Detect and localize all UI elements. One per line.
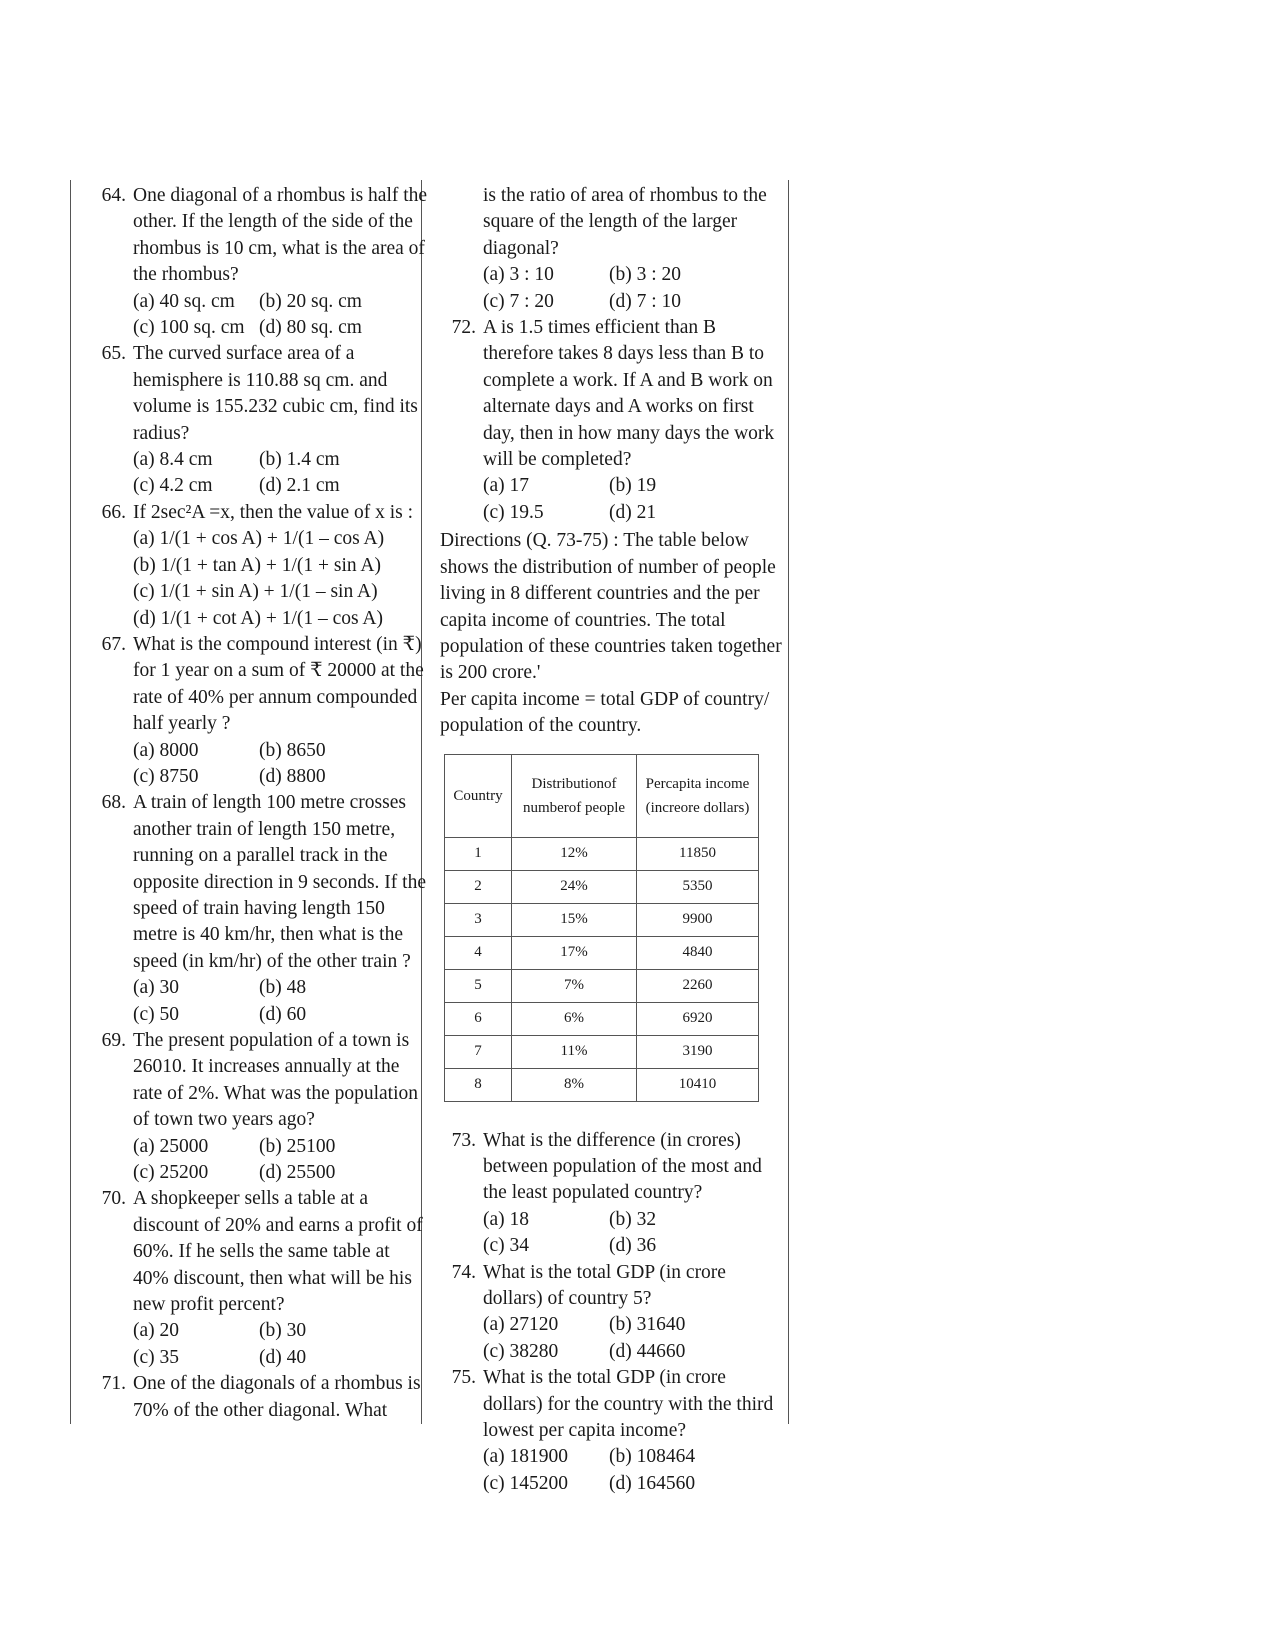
option-d: (d) 164560 xyxy=(609,1472,696,1494)
cell-income: 2260 xyxy=(637,969,759,1002)
option-b: (b) 32 xyxy=(609,1208,657,1230)
options xyxy=(483,1444,790,1497)
option-d: (d) 21 xyxy=(609,501,657,523)
question-75 xyxy=(440,1365,790,1497)
options xyxy=(133,1134,428,1187)
option-c: (c) 7 : 20 xyxy=(483,290,554,312)
option-b: (b) 20 sq. cm xyxy=(259,290,362,312)
option-b: (b) 1.4 cm xyxy=(259,449,340,471)
option-c: (c) 34 xyxy=(483,1235,530,1257)
question-74 xyxy=(440,1260,790,1366)
question-69 xyxy=(90,1028,428,1186)
cell-income: 5350 xyxy=(637,870,759,903)
options xyxy=(133,526,428,632)
cell-country: 7 xyxy=(445,1035,512,1068)
table-row xyxy=(445,1002,759,1035)
option-c: (c) 35 xyxy=(133,1346,180,1368)
options xyxy=(133,738,428,791)
option-a: (a) 1/(1 + cos A) + 1/(1 – cos A) xyxy=(133,528,385,550)
option-a: (a) 181900 xyxy=(483,1446,569,1468)
option-a: (a) 27120 xyxy=(483,1314,559,1336)
option-b: (b) 31640 xyxy=(609,1314,686,1336)
options xyxy=(133,289,428,342)
left-column xyxy=(90,183,428,1424)
option-c: (c) 25200 xyxy=(133,1162,209,1184)
options xyxy=(133,975,428,1028)
table-row xyxy=(445,936,759,969)
table-header-row xyxy=(445,754,759,837)
options xyxy=(483,1207,790,1260)
per-capita-formula: Per capita income = total GDP of country/ population of the country. xyxy=(440,688,770,737)
question-text: One diagonal of a rhombus is half the other. If the length of the side of the rhombus is 10 cm, what is the area of the rhombus? xyxy=(133,185,428,286)
question-text: What is the total GDP (in crore dollars) of country 5? xyxy=(483,1261,726,1309)
table-row xyxy=(445,1035,759,1068)
option-c: (c) 38280 xyxy=(483,1340,559,1362)
question-number: 64. xyxy=(101,185,126,206)
question-number: 74. xyxy=(451,1261,476,1283)
option-b: (b) 25100 xyxy=(259,1135,336,1157)
question-68 xyxy=(90,790,428,1028)
header-distribution: Distributionof numberof people xyxy=(512,754,637,837)
option-b: (b) 19 xyxy=(609,475,657,497)
question-number: 67. xyxy=(101,633,126,655)
left-column-rule xyxy=(70,180,71,1424)
option-a: (a) 3 : 10 xyxy=(483,264,554,286)
header-per-capita-income: Percapita income (increore dollars) xyxy=(637,754,759,837)
cell-income: 9900 xyxy=(637,903,759,936)
question-number: 65. xyxy=(101,343,126,365)
option-c: (c) 1/(1 + sin A) + 1/(1 – sin A) xyxy=(133,581,378,603)
cell-distribution: 12% xyxy=(512,837,637,870)
question-number: 71. xyxy=(101,1373,126,1395)
cell-income: 6920 xyxy=(637,1002,759,1035)
question-71 xyxy=(90,1371,428,1424)
cell-income: 3190 xyxy=(637,1035,759,1068)
right-column xyxy=(440,183,790,1497)
question-text: The present population of a town is 26010. It increases annually at the rate of 2%. What was the population of town two years ago? xyxy=(133,1030,419,1131)
cell-country: 8 xyxy=(445,1068,512,1101)
option-a: (a) 20 xyxy=(133,1320,180,1342)
option-c: (c) 50 xyxy=(133,1003,180,1025)
question-number: 70. xyxy=(101,1188,126,1210)
cell-country: 1 xyxy=(445,837,512,870)
cell-income: 10410 xyxy=(637,1068,759,1101)
options xyxy=(483,262,790,315)
question-number: 66. xyxy=(101,501,126,523)
header-country: Country xyxy=(445,754,512,837)
option-a: (a) 8000 xyxy=(133,739,199,761)
table-row xyxy=(445,903,759,936)
option-b: (b) 1/(1 + tan A) + 1/(1 + sin A) xyxy=(133,554,382,576)
cell-country: 6 xyxy=(445,1002,512,1035)
question-number: 68. xyxy=(101,792,126,814)
table-row xyxy=(445,1068,759,1101)
cell-income: 4840 xyxy=(637,936,759,969)
question-66 xyxy=(90,500,428,632)
option-d: (d) 36 xyxy=(609,1235,657,1257)
cell-distribution: 15% xyxy=(512,903,637,936)
option-d: (d) 40 xyxy=(259,1346,307,1368)
option-b: (b) 30 xyxy=(259,1320,307,1342)
question-text: A shopkeeper sells a table at a discount of 20% and earns a profit of 60%. If he sells the same table at 40% discount, then what will be his new profit percent? xyxy=(133,1188,423,1316)
question-text: What is the compound interest (in ₹) for 1 year on a sum of ₹ 20000 at the rate of 40% per annum compounded half yearly ? xyxy=(133,633,424,735)
option-c: (c) 4.2 cm xyxy=(133,475,213,497)
option-d: (d) 7 : 10 xyxy=(609,290,682,312)
option-b: (b) 48 xyxy=(259,977,307,999)
country-data-table xyxy=(444,754,759,1102)
cell-country: 2 xyxy=(445,870,512,903)
options xyxy=(133,447,428,500)
option-a: (a) 17 xyxy=(483,475,530,497)
option-d: (d) 1/(1 + cot A) + 1/(1 – cos A) xyxy=(133,607,383,629)
table-row xyxy=(445,969,759,1002)
question-67 xyxy=(90,632,428,790)
options xyxy=(133,1318,428,1371)
question-70 xyxy=(90,1186,428,1371)
options xyxy=(483,473,790,526)
question-text: The curved surface area of a hemisphere is 110.88 sq cm. and volume is 155.232 cubic cm, find its radius? xyxy=(133,343,418,444)
option-c: (c) 145200 xyxy=(483,1472,569,1494)
option-a: (a) 30 xyxy=(133,977,180,999)
question-72 xyxy=(440,315,790,526)
question-64 xyxy=(90,183,428,341)
option-a: (a) 25000 xyxy=(133,1135,209,1157)
directions-text: Directions (Q. 73-75) : The table below shows the distribution of number of people living in 8 different countries and the per capita income of countries. The total population of these countries taken together is 200 crore.' xyxy=(440,530,782,684)
option-c: (c) 19.5 xyxy=(483,501,544,523)
option-d: (d) 60 xyxy=(259,1003,307,1025)
question-text: If 2sec²A =x, then the value of x is : xyxy=(133,501,414,523)
option-d: (d) 25500 xyxy=(259,1162,336,1184)
question-text: What is the difference (in crores) between population of the most and the least populated country? xyxy=(483,1129,762,1204)
question-number: 72. xyxy=(451,317,476,339)
option-b: (b) 108464 xyxy=(609,1446,696,1468)
question-71-continued xyxy=(440,183,790,315)
question-number: 75. xyxy=(451,1367,476,1389)
table-row xyxy=(445,870,759,903)
question-65 xyxy=(90,341,428,499)
option-d: (d) 44660 xyxy=(609,1340,686,1362)
cell-distribution: 24% xyxy=(512,870,637,903)
question-text: A train of length 100 metre crosses another train of length 150 metre, running on a parallel track in the opposite direction in 9 seconds. If the speed of train having length 150 metre is 40 km/hr, then what is the speed (in km/hr) of the other train ? xyxy=(133,792,426,972)
cell-distribution: 6% xyxy=(512,1002,637,1035)
cell-distribution: 8% xyxy=(512,1068,637,1101)
option-a: (a) 8.4 cm xyxy=(133,449,213,471)
option-a: (a) 18 xyxy=(483,1208,530,1230)
option-b: (b) 8650 xyxy=(259,739,326,761)
question-text: One of the diagonals of a rhombus is 70% of the other diagonal. What xyxy=(133,1373,421,1421)
table-row xyxy=(445,837,759,870)
question-73 xyxy=(440,1128,790,1260)
options xyxy=(483,1312,790,1365)
option-a: (a) 40 sq. cm xyxy=(133,290,235,312)
option-d: (d) 80 sq. cm xyxy=(259,317,362,339)
cell-country: 5 xyxy=(445,969,512,1002)
cell-distribution: 17% xyxy=(512,936,637,969)
option-b: (b) 3 : 20 xyxy=(609,264,682,286)
question-text: What is the total GDP (in crore dollars) for the country with the third lowest per capita income? xyxy=(483,1367,774,1441)
question-number: 73. xyxy=(451,1129,476,1151)
question-text: A is 1.5 times efficient than B therefore takes 8 days less than B to complete a work. If A and B work on alternate days and A works on first day, then in how many days the work will be completed? xyxy=(483,317,775,471)
option-d: (d) 2.1 cm xyxy=(259,475,340,497)
option-d: (d) 8800 xyxy=(259,765,326,787)
cell-distribution: 7% xyxy=(512,969,637,1002)
cell-country: 3 xyxy=(445,903,512,936)
cell-country: 4 xyxy=(445,936,512,969)
option-c: (c) 8750 xyxy=(133,765,199,787)
question-text-continued: is the ratio of area of rhombus to the square of the length of the larger diagonal? xyxy=(483,185,767,259)
cell-distribution: 11% xyxy=(512,1035,637,1068)
cell-income: 11850 xyxy=(637,837,759,870)
option-c: (c) 100 sq. cm xyxy=(133,317,245,339)
question-number: 69. xyxy=(101,1030,126,1051)
